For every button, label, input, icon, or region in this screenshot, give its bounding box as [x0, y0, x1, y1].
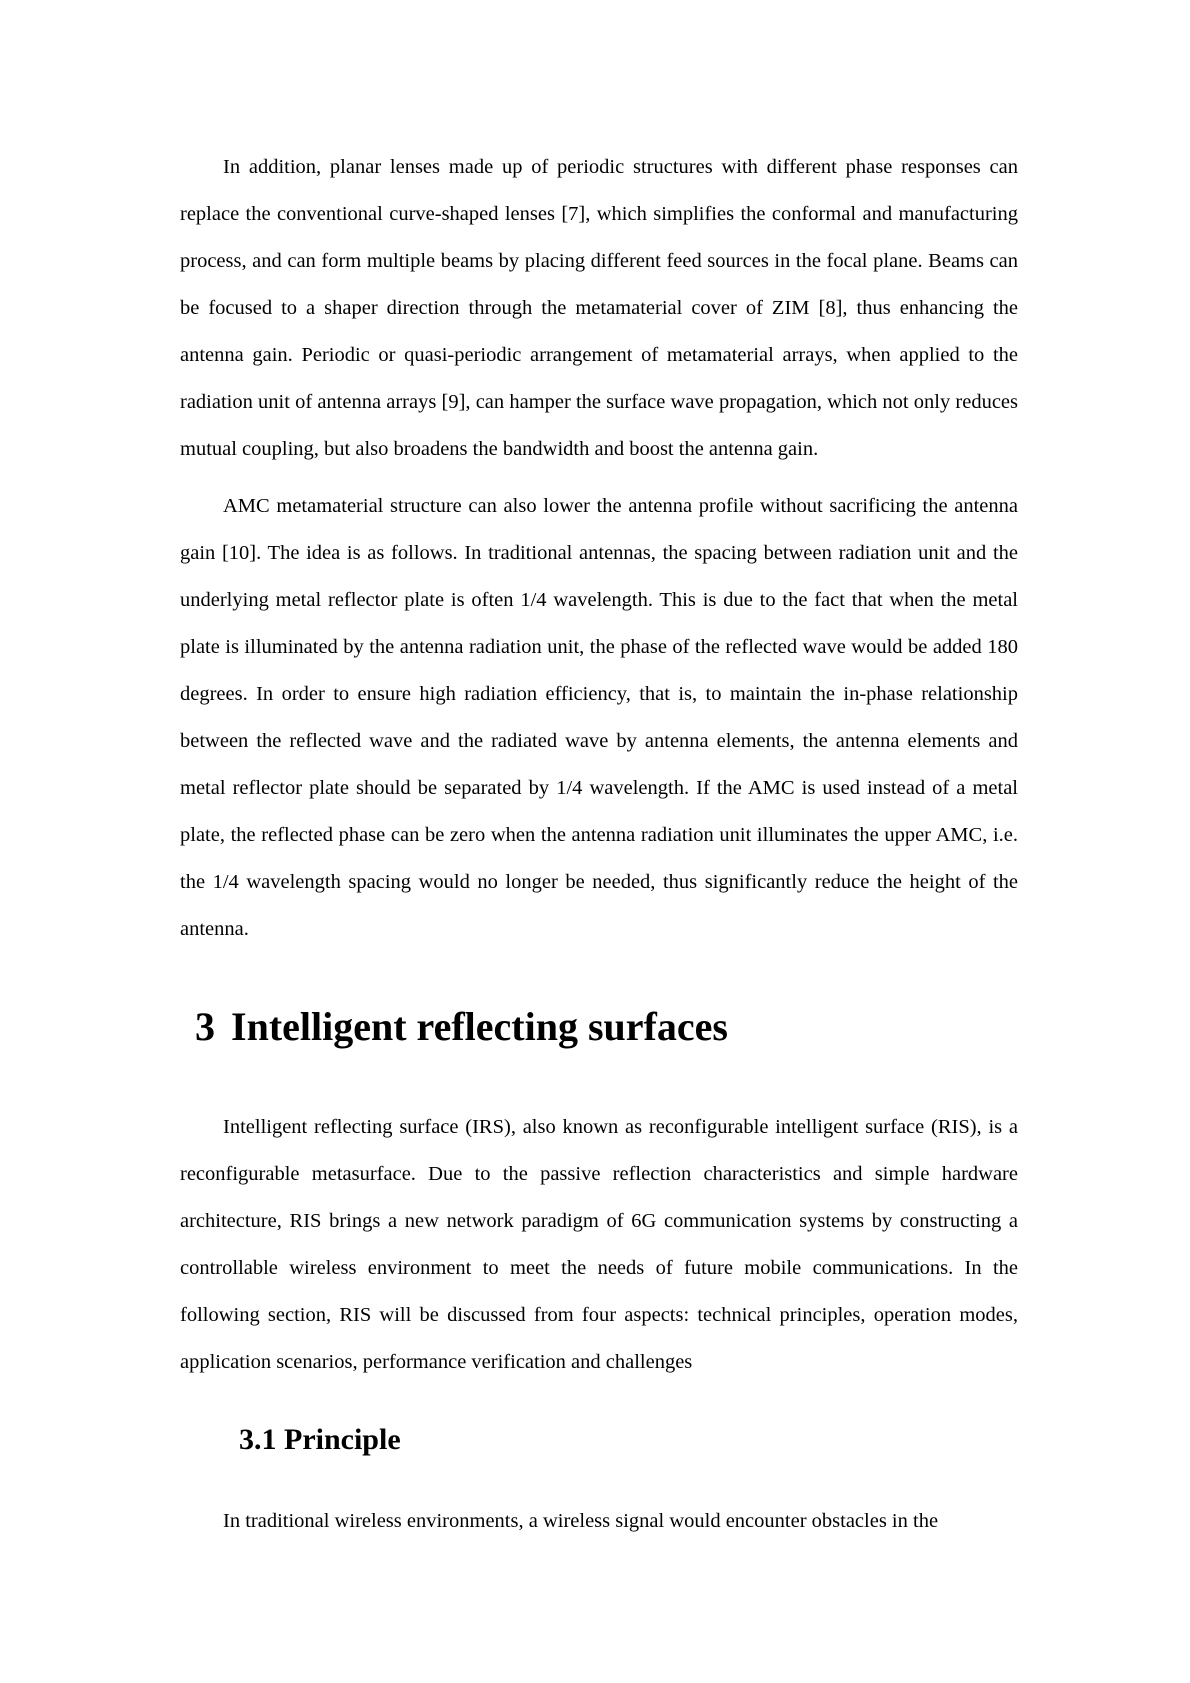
page-content	[180, 144, 1018, 1545]
paragraph-amc-metamaterial: AMC metamaterial structure can also lower the antenna profile without sacrificing the antenna gain [10]. The idea is as follows. In traditional antennas, the spacing between radiation unit and the underlying metal reflector plate is often 1/4 wavelength. This is due to the fact that when the metal plate is illuminated by the antenna radiation unit, the phase of the reflected wave would be added 180 degrees. In order to ensure high radiation efficiency, that is, to maintain the in-phase relationship between the reflected wave and the radiated wave by antenna elements, the antenna elements and metal reflector plate should be separated by 1/4 wavelength. If the AMC is used instead of a metal plate, the reflected phase can be zero when the antenna radiation unit illuminates the upper AMC, i.e. the 1/4 wavelength spacing would no longer be needed, thus significantly reduce the height of the antenna.	[180, 495, 1018, 940]
section-heading	[195, 997, 1018, 1057]
subsection-heading: 3.1 Principle	[239, 1423, 401, 1456]
paragraph-principle: In traditional wireless environments, a wireless signal would encounter obstacles in the	[223, 1510, 939, 1532]
paragraph-irs-intro: Intelligent reflecting surface (IRS), also known as reconfigurable intelligent surface (RIS), is a reconfigurable metasurface. Due to the passive reflection characteristics and simple hardware architecture, RIS brings a new network paradigm of 6G communication systems by constructing a controllable wireless environment to meet the needs of future mobile communications. In the following section, RIS will be discussed from four aspects: technical principles, operation modes, application scenarios, performance verification and challenges	[180, 1116, 1018, 1373]
paragraph-planar-lenses: In addition, planar lenses made up of periodic structures with different phase responses can replace the conventional curve-shaped lenses [7], which simplifies the conformal and manufacturing process, and can form multiple beams by placing different feed sources in the focal plane. Beams can be focused to a shaper direction through the metamaterial cover of ZIM [8], thus enhancing the antenna gain. Periodic or quasi-periodic arrangement of metamaterial arrays, when applied to the radiation unit of antenna arrays [9], can hamper the surface wave propagation, which not only reduces mutual coupling, but also broadens the bandwidth and boost the antenna gain.	[180, 156, 1018, 460]
section-title: Intelligent reflecting surfaces	[231, 1004, 728, 1049]
section-number: 3	[195, 1004, 215, 1049]
